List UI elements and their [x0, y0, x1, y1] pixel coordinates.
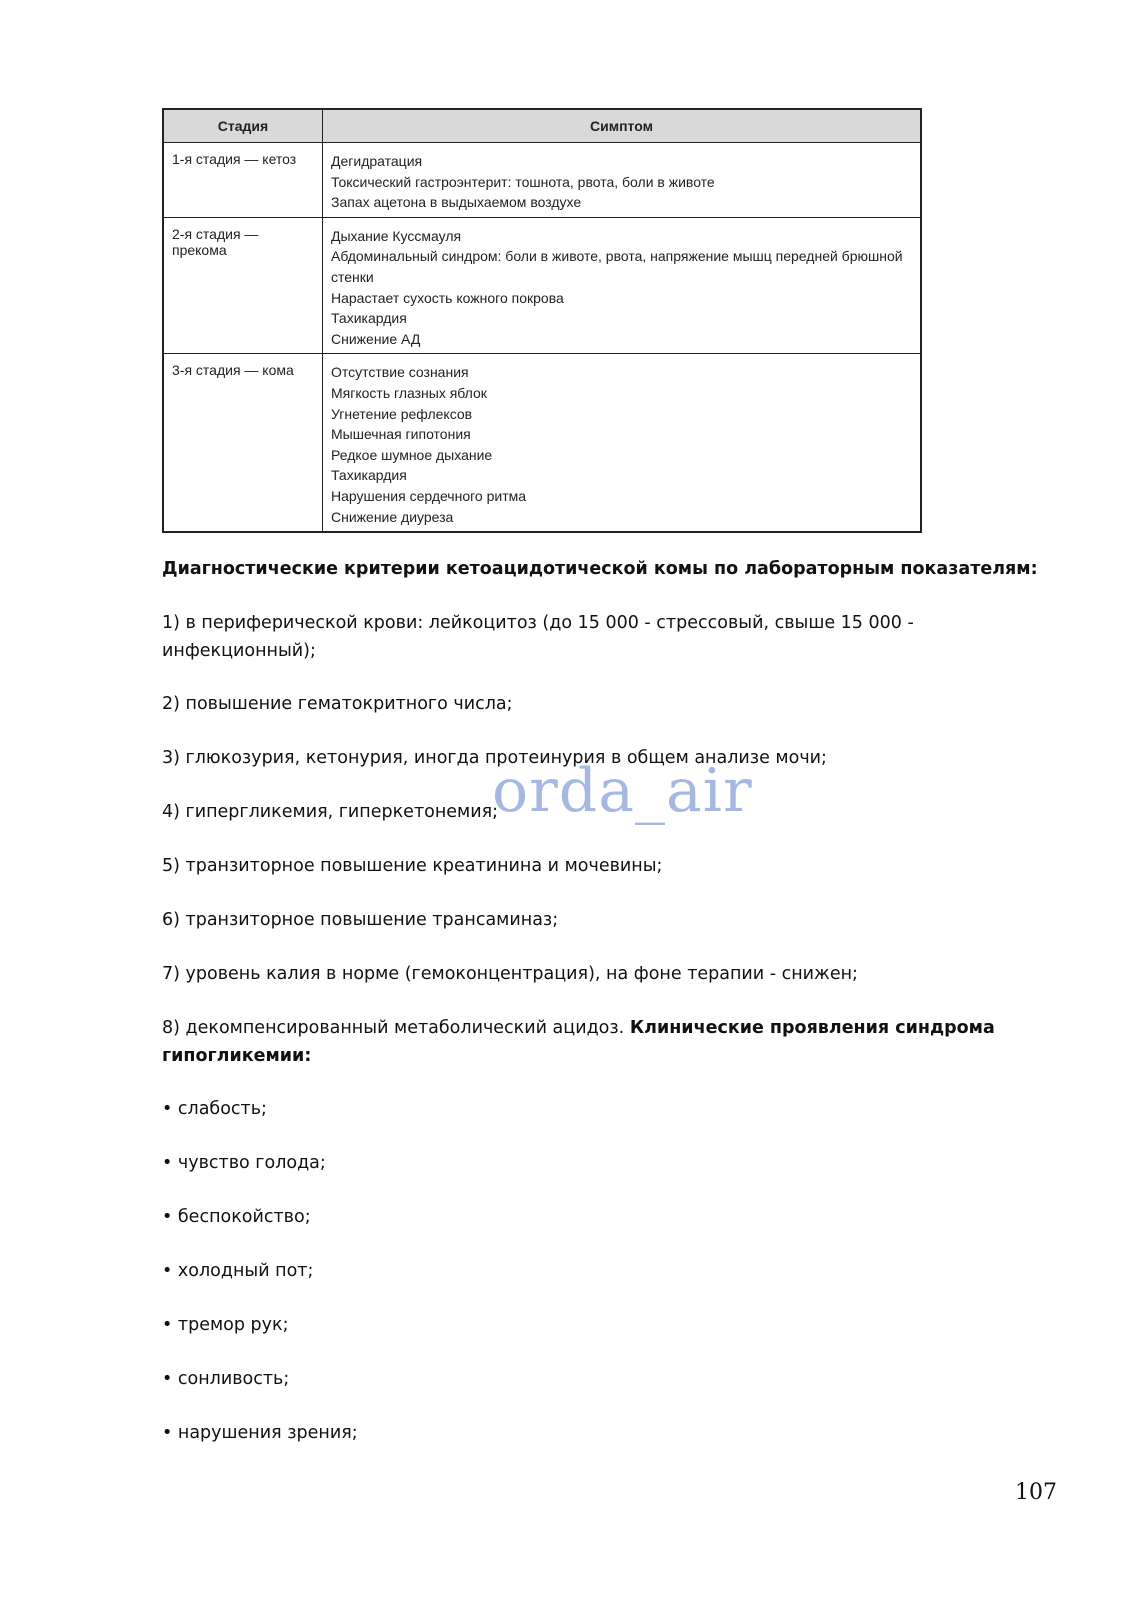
symptom-item: Токсический гастроэнтерит: тошнота, рвота, боли в животе: [331, 173, 715, 190]
criterion-1: [162, 609, 1042, 665]
stage-cell: 2-я стадия — прекома: [163, 217, 323, 354]
criterion-8-text: 8) декомпенсированный метаболический ацидоз.: [162, 1018, 625, 1038]
bullet-item: • нарушения зрения;: [162, 1423, 358, 1443]
symptom-item: Мышечная гипотония: [331, 426, 471, 443]
symptom-item: Тахикардия: [331, 310, 407, 327]
stages-table: [162, 108, 922, 533]
criterion-1-line-1: 1) в периферической крови: лейкоцитоз (до 15 000 - стрессовый, свыше 15 000 -: [162, 613, 914, 633]
symptom-item: Снижение диуреза: [331, 508, 454, 525]
bullet-item: • тремор рук;: [162, 1315, 289, 1335]
symptom-item: Дыхание Куссмауля: [331, 227, 462, 244]
criterion-3: 3) глюкозурия, кетонурия, иногда протеинурия в общем анализе мочи;: [162, 748, 827, 768]
symptom-item: стенки: [331, 268, 374, 285]
criterion-1-line-2: инфекционный);: [162, 641, 316, 661]
symptom-item: Редкое шумное дыхание: [331, 446, 493, 463]
bullet-item: • беспокойство;: [162, 1207, 311, 1227]
stage-cell: 1-я стадия — кетоз: [163, 143, 323, 218]
criterion-2: 2) повышение гематокритного числа;: [162, 694, 513, 714]
criterion-4: 4) гипергликемия, гиперкетонемия;: [162, 802, 499, 822]
symptom-item: Угнетение рефлексов: [331, 405, 473, 422]
bullet-item: • сонливость;: [162, 1369, 290, 1389]
symptom-item: Снижение АД: [331, 330, 421, 347]
header-stage: Стадия: [163, 109, 323, 143]
bullet-item: • слабость;: [162, 1099, 267, 1119]
criterion-7: 7) уровень калия в норме (гемоконцентрация), на фоне терапии - снижен;: [162, 964, 858, 984]
criterion-5: 5) транзиторное повышение креатинина и мочевины;: [162, 856, 663, 876]
symptom-item: Дегидратация: [331, 153, 423, 169]
symptom-cell: [323, 143, 922, 218]
symptom-item: Запах ацетона в выдыхаемом воздухе: [331, 194, 582, 211]
criterion-6: 6) транзиторное повышение трансаминаз;: [162, 910, 559, 930]
symptom-cell: [323, 217, 922, 354]
watermark: orda_air: [492, 756, 753, 826]
table-row: [163, 217, 921, 354]
criterion-8-line-1: [162, 1014, 1042, 1042]
section-heading: Диагностические критерии кетоацидотической комы по лабораторным показателям:: [162, 559, 1038, 579]
table-row: [163, 354, 921, 532]
symptom-item: Нарушения сердечного ритма: [331, 487, 527, 504]
symptom-item: Тахикардия: [331, 467, 407, 484]
subheading-part-2: гипогликемии:: [162, 1046, 312, 1066]
symptom-item: Абдоминальный синдром: боли в животе, рвота, напряжение мышц передней брюшной: [331, 248, 903, 265]
bullet-item: • чувство голода;: [162, 1153, 326, 1173]
stage-cell: 3-я стадия — кома: [163, 354, 323, 532]
symptom-item: Мягкость глазных яблок: [331, 384, 487, 401]
bullet-item: • холодный пот;: [162, 1261, 314, 1281]
header-symptom: Симптом: [323, 109, 922, 143]
subheading-part-1: Клинические проявления синдрома: [629, 1018, 995, 1038]
table-header-row: [163, 109, 921, 143]
symptom-item: Отсутствие сознания: [331, 364, 469, 381]
table-row: [163, 143, 921, 218]
symptom-cell: [323, 354, 922, 532]
page-number: 107: [1015, 1480, 1057, 1505]
symptom-item: Нарастает сухость кожного покрова: [331, 289, 564, 306]
criterion-8: [162, 1014, 1042, 1070]
